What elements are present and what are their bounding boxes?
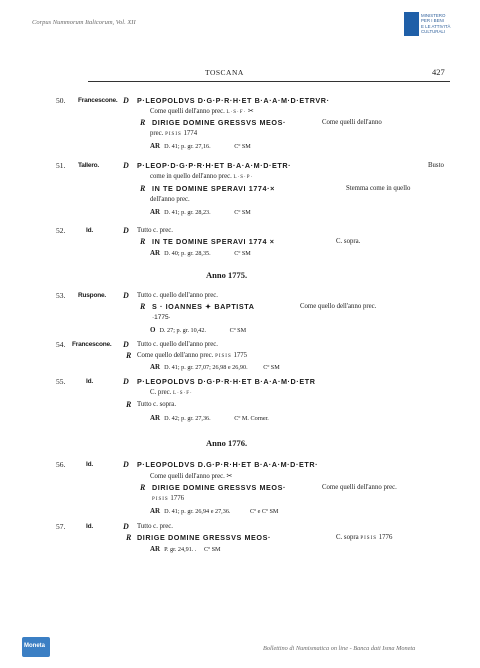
reverse-mark: R — [126, 351, 132, 360]
entry-number: 53. — [56, 291, 66, 300]
entry-number: 55. — [56, 377, 66, 386]
reverse-description: Come quelli dell'anno — [322, 119, 382, 126]
obverse-mark: D — [123, 291, 129, 300]
reverse-mark: R — [140, 483, 146, 492]
reverse-legend: DIRIGE DOMINE GRESSVS MEOS· — [152, 118, 287, 127]
reverse-legend: DIRIGE DOMINE GRESSVS MEOS· — [152, 483, 287, 492]
entry-denomination: Id. — [86, 378, 93, 385]
reverse-description: Tutto c. sopra. — [137, 401, 177, 408]
entry-number: 50. — [56, 96, 66, 105]
obverse-description: Tutto c. prec. — [137, 523, 173, 530]
obverse-mark: D — [123, 161, 129, 170]
page-number: 427 — [432, 67, 445, 77]
entry-number: 51. — [56, 161, 66, 170]
reverse-description: C. sopra. — [336, 238, 361, 245]
coin-details: AR D. 41; p. gr. 28,23. Cº SM — [150, 208, 251, 216]
obverse-description-2: come in quello dell'anno prec. L·S·P· — [150, 173, 254, 180]
entry-number: 56. — [56, 460, 66, 469]
coin-details: AR D. 42; p. gr. 27,36. Cº M. Corner. — [150, 414, 269, 422]
obverse-description: Come quelli dell'anno prec. ✂ — [150, 473, 233, 480]
running-head: TOSCANA — [205, 68, 244, 77]
reverse-mint-mark: PISIS 1776 — [152, 495, 184, 502]
obverse-mark: D — [123, 340, 129, 349]
obverse-description: Tutto c. quello dell'anno prec. — [137, 341, 219, 348]
obverse-legend: P·LEOPOLDVS D.G·P·R·H·ET B·A·A·M·D·ETR· — [137, 460, 319, 469]
header-rule — [88, 81, 450, 82]
reverse-description: Come quello dell'anno prec. PISIS 1775 — [137, 352, 248, 359]
reverse-mark: R — [126, 533, 132, 542]
coin-details: AR P. gr. 24,91. . Cº SM — [150, 545, 221, 553]
ministry-name: MINISTERO PER I BENI E LE ATTIVITÀ CULTURALI — [421, 13, 451, 35]
coin-details: AR D. 40; p. gr. 28,35. Cº SM — [150, 249, 251, 257]
moneta-logo — [22, 637, 50, 657]
obverse-description: Come quelli dell'anno prec. L·S·F· ✂ — [150, 108, 254, 115]
reverse-legend: IN TE DOMINE SPERAVI 1774·× — [152, 184, 275, 193]
reverse-mark: R — [140, 302, 146, 311]
coin-details: O D. 27; p. gr. 10,42. Cº SM — [150, 326, 247, 334]
reverse-year: ·1775· — [152, 314, 171, 321]
year-heading-1776: Anno 1776. — [206, 438, 248, 448]
reverse-mark: R — [140, 184, 146, 193]
obverse-mark: D — [123, 226, 129, 235]
reverse-mark: R — [126, 400, 132, 409]
entry-number: 54. — [56, 340, 66, 349]
reverse-description: Come quello dell'anno prec. — [300, 303, 377, 310]
reverse-legend: IN TE DOMINE SPERAVI 1774 × — [152, 237, 275, 246]
obverse-mark: D — [123, 522, 129, 531]
obverse-mark: D — [123, 96, 129, 105]
entry-denomination: Id. — [86, 523, 93, 530]
year-heading-1775: Anno 1775. — [206, 270, 248, 280]
ministry-emblem-icon — [404, 12, 419, 36]
obverse-description: Tutto c. prec. — [137, 227, 173, 234]
entry-denomination: Francescone. — [72, 341, 112, 348]
obverse-mark: D — [123, 460, 129, 469]
obverse-legend: P·LEOPOLDVS D·G·P·R·H·ET B·A·A·M·D·ETR — [137, 377, 316, 386]
ministry-logo — [404, 12, 464, 38]
entry-denomination: Id. — [86, 227, 93, 234]
reverse-description: Stemma come in quello — [346, 185, 411, 192]
obverse-mark: D — [123, 377, 129, 386]
reverse-description-2: prec. PISIS 1774 — [150, 130, 198, 137]
entry-denomination: Tallero. — [78, 162, 100, 169]
entry-denomination: Id. — [86, 461, 93, 468]
obverse-legend: P·LEOPOLDVS D·G·P·R·H·ET B·A·A·M·D·ETRVR· — [137, 96, 330, 105]
entry-denomination: Ruspone. — [78, 292, 107, 299]
reverse-description: C. sopra PISIS 1776 — [336, 534, 393, 541]
entry-number: 57. — [56, 522, 66, 531]
coin-details: AR D. 41; p. gr. 27,07; 26,98 e 26,90. Cº SM — [150, 363, 280, 371]
reverse-description-2: dell'anno prec. — [150, 196, 190, 203]
obverse-description: C. prec. L·S·F· — [150, 389, 193, 396]
reverse-legend: S · IOANNES ✦ BAPTISTA — [152, 302, 255, 311]
coin-details: AR D. 41; p. gr. 26,94 e 27,36. Cº e Cº SM — [150, 507, 279, 515]
footer-credit: Bollettino di Numismatica on line - Banca dati Isma Moneta — [263, 645, 416, 652]
entry-number: 52. — [56, 226, 66, 235]
reverse-mark: R — [140, 237, 146, 246]
obverse-description: Tutto c. quello dell'anno prec. — [137, 292, 219, 299]
entry-denomination: Francescone. — [78, 97, 118, 104]
series-title: Corpus Nummorum Italicorum, Vol. XII — [32, 19, 136, 26]
obverse-legend: P·LEOP·D·G·P·R·H·ET B·A·A·M·D·ETR· — [137, 161, 292, 170]
coin-details: AR D. 41; p. gr. 27,16. Cº SM — [150, 142, 251, 150]
reverse-description: Come quelli dell'anno prec. — [322, 484, 397, 491]
reverse-mark: R — [140, 118, 146, 127]
moneta-logo-label: Moneta — [24, 643, 45, 649]
reverse-legend: DIRIGE DOMINE GRESSVS MEOS· — [137, 533, 272, 542]
obverse-description: Busto — [428, 162, 444, 169]
